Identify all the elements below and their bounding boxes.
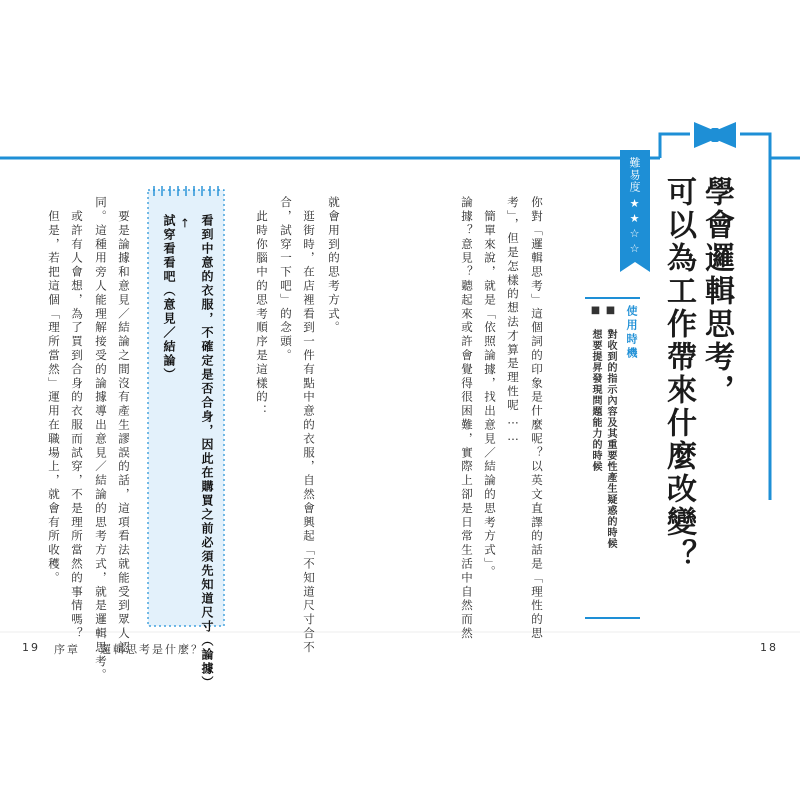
down-arrow-icon: ← <box>178 217 193 229</box>
body-left-line-1: 要是論據和意見／結論之間沒有產生謬誤的話，這項看法就能受到眾人認 <box>117 196 131 655</box>
title-line-1: 學會邏輯思考， <box>699 176 734 407</box>
body-left-line-3: 或許有人會想，為了買到合身的衣服而試穿，不是理所當然的事情嗎？ <box>70 196 84 641</box>
body-mid-line-1: 就會用到的思考方式。 <box>327 196 341 335</box>
page-number-left: 19 <box>22 641 40 654</box>
body-mid-line-2: 逛街時，在店裡看到一件有點中意的衣服，自然會興起「不知道尺寸合不 <box>302 196 316 655</box>
difficulty-label: 難易度 <box>628 157 641 193</box>
body-right-line-2: 考」，但是怎樣的想法才算是理性呢…… <box>506 196 520 446</box>
body-right-line-1: 你對「邏輯思考」這個詞的印象是什麼呢？以英文直譯的話是「理性的思 <box>530 196 544 641</box>
title-frame-right <box>740 134 800 158</box>
body-mid-line-4: 此時你腦中的思考順序是這樣的： <box>255 196 269 419</box>
quote-line-2: 試穿看看吧（意見／結論） <box>162 214 176 382</box>
title-line-2: 可以為工作帶來什麼改變？ <box>661 176 696 572</box>
body-left-line-4: 但是，若把這個「理所當然」運用在職場上，就會有所收穫。 <box>47 196 61 586</box>
usage-item-2: ■ 想要提昇發現問題能力的時候 <box>590 305 601 472</box>
footer-chapter: 序章 <box>54 643 80 656</box>
usage-item-1: ■ 對收到的指示內容及其重要性產生疑惑的時候 <box>605 305 616 549</box>
quote-line-1: 看到中意的衣服，不確定是否合身，因此在購買之前必須先知道尺寸（論據） <box>200 214 214 690</box>
usage-title: 使用時機 <box>625 305 638 361</box>
body-left-line-2: 同。這種用旁人能理解接受的論據導出意見／結論的思考方式，就是邏輯思考。 <box>94 196 108 683</box>
body-mid-line-3: 合，試穿一下吧」的念頭。 <box>279 196 293 363</box>
title-frame-left <box>660 134 690 158</box>
body-right-line-4: 論據？意見？聽起來或許會覺得很困難，實際上卻是日常生活中自然而然 <box>460 196 474 641</box>
page-number-right: 18 <box>760 641 778 654</box>
difficulty-stars: ★★☆☆ <box>628 197 641 257</box>
footer-chapter-title: 邏輯思考是什麼？ <box>100 643 204 656</box>
body-right-line-3: 簡單來說，就是「依照論據，找出意見／結論的思考方式」。 <box>483 196 497 580</box>
bow-tie-icon <box>694 122 736 148</box>
